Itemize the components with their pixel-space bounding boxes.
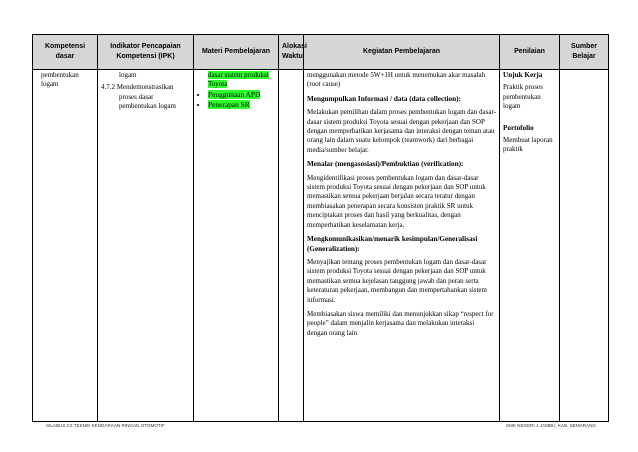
header-row	[33, 35, 609, 70]
syllabus-table	[32, 34, 609, 422]
section-title-verification: Menalar (mengasosiasi)/Pembuktian (verification):	[307, 160, 464, 169]
table-row	[33, 70, 609, 422]
section-text-respect: Membiasakan siswa memiliki dan menunjukkan sikap “respect for people” dalam menjalin kerjasama dan melakukan interaksi dengan orang lain	[307, 309, 494, 337]
section-text-collection: Melakukan pemilihan dalam proses pembentukan logam dan dasar-dasar sistem produksi Toyota sesuai dengan pekerjaan dan SOP dengan memperhatikan kerjasama dan interaksi dengan teman atau orang lain dalam suatu kelompok (teamwork) dari berbagai media/sumber belajar.	[307, 108, 496, 154]
penilaian-cell	[500, 70, 560, 422]
sumber-cell	[560, 70, 609, 422]
indikator-cell	[98, 70, 194, 422]
list-item: • Penerapan SR	[208, 100, 275, 110]
kegiatan-cell	[304, 70, 500, 422]
header-kegiatan: Kegiatan Pembelajaran	[304, 35, 500, 70]
header-penilaian: Penilaian	[500, 35, 560, 70]
indikator-item: 4.7.2 Mendemonstrasikan proses dasar pembentukan logam	[101, 83, 176, 111]
alokasi-cell	[279, 70, 304, 422]
kegiatan-intro: menggunakan metode 5W+1H untuk menemukan akar masalah (root cause)	[307, 71, 486, 89]
penilaian-text-unjuk: Praktik proses pembentukan logam	[503, 83, 543, 111]
section-text-generalization: Menyajikan tentang proses pembentukan logam dan dasar-dasar sistem produksi Toyota sesuai dengan pekerjaan dan SOP untuk memastikan semua kejelasan tanggung jawab dan peran serta keteraturan pekerjaan, membangun dan mempertahankan sistem informasi.	[307, 257, 487, 304]
penilaian-title-portofolio: Portofolio	[503, 123, 534, 132]
section-title-collection: Mengumpulkan Informasi / data (data collection):	[307, 94, 461, 103]
footer-left: SILABUS C2 TEKNIK KENDARAAN RINGAN OTOMOTIF	[46, 423, 165, 428]
footer-right: SMK NEGERI 1 JAMBU, KAB. SEMARANG	[505, 423, 596, 428]
penilaian-title-unjuk: Unjuk Kerja	[503, 71, 543, 79]
section-text-verification: Mengidentifikasi proses pembentukan logam dan dasar-dasar sistem produksi Toyota sesuai dengan pekerjaan dan SOP untuk memastikan semua pekerjaan berjalan secara teratur dengan membiasakan penerapan secara konsisten praktik SR untuk menciptakan proses dan hasil yang berkualitas, dengan memperhatikan keselamatan kerja.	[307, 173, 486, 229]
section-title-generalization: Mengkomunikasikan/menarik kesimpulan/Generalisasi (Generalization):	[307, 235, 478, 253]
list-item: • Penggunaan APD	[208, 90, 275, 100]
header-sumber: Sumber Belajar	[560, 35, 609, 70]
header-alokasi: Alokasi Waktu	[279, 35, 304, 70]
kompetensi-cell	[33, 70, 98, 422]
header-materi: Materi Pembelajaran	[194, 35, 279, 70]
header-indikator: Indikator Pencapaian Kompetensi (IPK)	[98, 35, 194, 70]
materi-cell	[194, 70, 279, 422]
header-kompetensi: Kompetensi dasar	[33, 35, 98, 70]
materi-list	[197, 90, 275, 110]
penilaian-text-portofolio: Membuat laporan praktik	[503, 136, 553, 154]
kompetensi-text: pembentukan logam	[41, 71, 79, 89]
materi-cont: dasar sistem produksi Toyota	[208, 71, 269, 89]
indikator-cont: logam	[119, 71, 137, 79]
